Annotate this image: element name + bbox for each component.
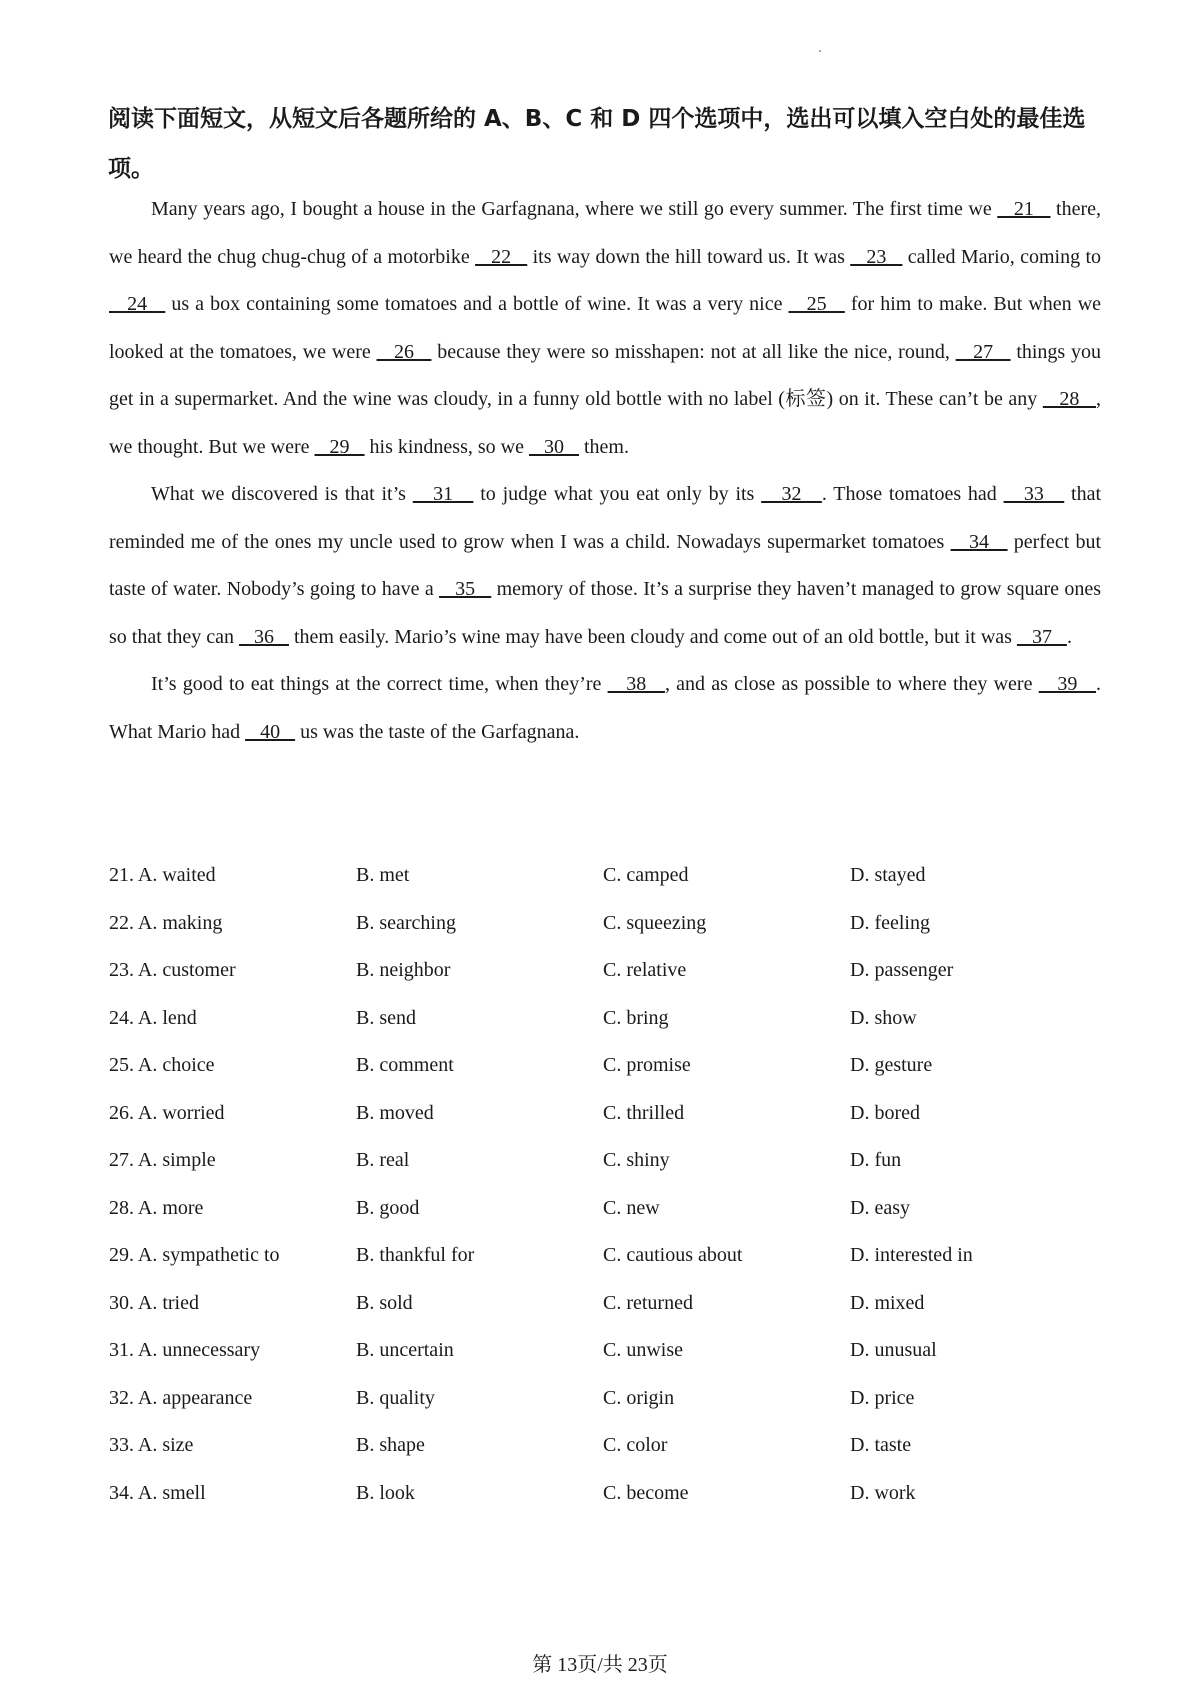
blank-37: 37 bbox=[1016, 625, 1067, 648]
blank-27: 27 bbox=[955, 340, 1011, 363]
passage-text: that reminded me of the ones my uncle used to grow when I was a child. Nowadays supermarket tomatoes bbox=[109, 483, 1102, 553]
option-d: D. feeling bbox=[850, 911, 930, 934]
option-c: C. origin bbox=[603, 1386, 675, 1409]
question-row bbox=[109, 1042, 1101, 1090]
option-b: B. good bbox=[356, 1196, 420, 1219]
passage-text: them easily. Mario’s wine may have been cloudy and come out of an old bottle, but it was bbox=[288, 625, 1017, 648]
option-c: C. camped bbox=[603, 864, 689, 886]
question-row bbox=[109, 1375, 1101, 1423]
option-a: 32. A. appearance bbox=[109, 1386, 253, 1409]
question-row bbox=[109, 1137, 1101, 1185]
blank-36: 36 bbox=[238, 625, 289, 648]
question-row bbox=[109, 947, 1101, 995]
passage-text: memory of those. It’s a surprise they haven’t managed to grow square ones so that they can bbox=[109, 578, 1102, 648]
option-a: 27. A. simple bbox=[109, 1149, 216, 1171]
passage-text: , we thought. But we were bbox=[109, 388, 1101, 458]
answer-options bbox=[109, 852, 1101, 1517]
option-c: C. bring bbox=[603, 1006, 669, 1029]
option-a: 28. A. more bbox=[109, 1196, 204, 1219]
option-b: B. send bbox=[356, 1006, 416, 1029]
question-row bbox=[109, 1185, 1101, 1233]
blank-28: 28 bbox=[1042, 388, 1096, 410]
option-c: C. color bbox=[603, 1434, 668, 1456]
passage-text: , and as close as possible to where they were bbox=[664, 673, 1039, 695]
question-row bbox=[109, 995, 1101, 1043]
question-row bbox=[109, 1422, 1101, 1470]
question-row bbox=[109, 900, 1101, 948]
blank-39: 39 bbox=[1038, 673, 1097, 695]
option-b: B. searching bbox=[356, 911, 456, 934]
cloze-passage bbox=[109, 186, 1101, 756]
option-b: B. quality bbox=[356, 1386, 435, 1409]
option-a: 21. A. waited bbox=[109, 864, 216, 886]
option-a: 23. A. customer bbox=[109, 959, 236, 981]
section-instruction: 阅读下面短文，从短文后各题所给的 A、B、C 和 D 四个选项中，选出可以填入空白处的最佳选项。 bbox=[108, 106, 1086, 182]
option-b: B. met bbox=[356, 864, 410, 886]
question-row bbox=[109, 1280, 1101, 1328]
option-d: D. stayed bbox=[850, 864, 926, 886]
passage-paragraph bbox=[109, 186, 1101, 471]
option-a: 31. A. unnecessary bbox=[109, 1339, 261, 1361]
option-d: D. work bbox=[850, 1481, 916, 1504]
option-c: C. unwise bbox=[603, 1339, 683, 1361]
option-c: C. cautious about bbox=[603, 1244, 743, 1266]
blank-31: 31 bbox=[412, 483, 474, 505]
passage-text: us a box containing some tomatoes and a bottle of wine. It was a very nice bbox=[165, 293, 789, 315]
option-d: D. price bbox=[850, 1386, 915, 1409]
option-a: 30. A. tried bbox=[109, 1291, 199, 1314]
option-d: D. show bbox=[850, 1006, 917, 1029]
passage-text: us was the taste of the Garfagnana. bbox=[295, 720, 580, 743]
passage-text: Many years ago, I bought a house in the Garfagnana, where we still go every summer. The first time we bbox=[151, 198, 998, 220]
option-a: 33. A. size bbox=[109, 1434, 194, 1456]
option-b: B. sold bbox=[356, 1291, 413, 1314]
blank-26: 26 bbox=[376, 340, 432, 363]
option-b: B. real bbox=[356, 1149, 410, 1171]
question-row bbox=[109, 1090, 1101, 1138]
passage-text: things you get in a supermarket. And the wine was cloudy, in a funny old bottle with no label (标签) on it. These can’t be any bbox=[109, 340, 1102, 410]
blank-38: 38 bbox=[607, 673, 665, 695]
option-b: B. thankful for bbox=[356, 1244, 475, 1266]
passage-text: for him to make. But when we looked at the tomatoes, we were bbox=[109, 293, 1102, 363]
blank-35: 35 bbox=[439, 578, 492, 600]
option-c: C. shiny bbox=[603, 1149, 670, 1171]
blank-22: 22 bbox=[475, 245, 528, 268]
option-b: B. comment bbox=[356, 1054, 454, 1076]
passage-text: called Mario, coming to bbox=[902, 245, 1101, 268]
passage-text: them. bbox=[578, 435, 629, 458]
question-row bbox=[109, 1470, 1101, 1518]
question-row bbox=[109, 1327, 1101, 1375]
option-b: B. moved bbox=[356, 1101, 434, 1124]
passage-text: because they were so misshapen: not at all like the nice, round, bbox=[431, 340, 956, 363]
option-b: B. neighbor bbox=[356, 959, 451, 981]
question-row bbox=[109, 1232, 1101, 1280]
passage-text: . What Mario had bbox=[109, 673, 1102, 743]
option-a: 29. A. sympathetic to bbox=[109, 1244, 280, 1266]
option-a: 22. A. making bbox=[109, 911, 223, 934]
option-d: D. passenger bbox=[850, 959, 954, 981]
option-d: D. unusual bbox=[850, 1339, 937, 1361]
option-d: D. mixed bbox=[850, 1291, 925, 1314]
blank-40: 40 bbox=[245, 720, 296, 743]
blank-34: 34 bbox=[950, 530, 1008, 553]
passage-text: . Those tomatoes had bbox=[821, 483, 1004, 505]
option-a: 34. A. smell bbox=[109, 1481, 206, 1504]
question-row bbox=[109, 852, 1101, 900]
option-d: D. gesture bbox=[850, 1054, 933, 1076]
option-c: C. thrilled bbox=[603, 1101, 685, 1124]
option-c: C. relative bbox=[603, 959, 687, 981]
option-a: 25. A. choice bbox=[109, 1054, 215, 1076]
option-d: D. interested in bbox=[850, 1244, 973, 1266]
speck-mark bbox=[819, 50, 821, 52]
option-a: 24. A. lend bbox=[109, 1006, 197, 1029]
option-d: D. easy bbox=[850, 1196, 910, 1219]
option-c: C. returned bbox=[603, 1291, 693, 1314]
blank-32: 32 bbox=[761, 483, 822, 505]
blank-30: 30 bbox=[528, 435, 579, 458]
option-b: B. uncertain bbox=[356, 1339, 454, 1361]
blank-23: 23 bbox=[850, 245, 903, 268]
passage-paragraph bbox=[109, 661, 1101, 756]
option-c: C. new bbox=[603, 1196, 660, 1219]
passage-text: to judge what you eat only by its bbox=[473, 483, 762, 505]
option-d: D. bored bbox=[850, 1101, 920, 1124]
passage-text: there, we heard the chug chug-chug of a motorbike bbox=[109, 198, 1102, 268]
blank-25: 25 bbox=[788, 293, 845, 315]
blank-21: 21 bbox=[997, 198, 1051, 220]
option-a: 26. A. worried bbox=[109, 1101, 225, 1124]
passage-text: It’s good to eat things at the correct time, when they’re bbox=[151, 673, 608, 695]
option-c: C. squeezing bbox=[603, 911, 707, 934]
option-c: C. become bbox=[603, 1481, 689, 1504]
option-d: D. fun bbox=[850, 1149, 902, 1171]
option-d: D. taste bbox=[850, 1434, 912, 1456]
passage-text: perfect but taste of water. Nobody’s going to have a bbox=[109, 530, 1101, 600]
passage-text: its way down the hill toward us. It was bbox=[527, 245, 851, 268]
passage-text: What we discovered is that it’s bbox=[151, 483, 413, 505]
option-b: B. shape bbox=[356, 1434, 425, 1456]
option-b: B. look bbox=[356, 1481, 415, 1504]
option-c: C. promise bbox=[603, 1054, 691, 1076]
passage-text: . bbox=[1066, 625, 1072, 648]
blank-33: 33 bbox=[1003, 483, 1065, 505]
page-footer: 第 13页/共 23页 bbox=[532, 1654, 668, 1676]
blank-24: 24 bbox=[109, 293, 166, 315]
blank-29: 29 bbox=[314, 435, 365, 458]
passage-text: his kindness, so we bbox=[364, 435, 529, 458]
passage-paragraph bbox=[109, 471, 1101, 661]
